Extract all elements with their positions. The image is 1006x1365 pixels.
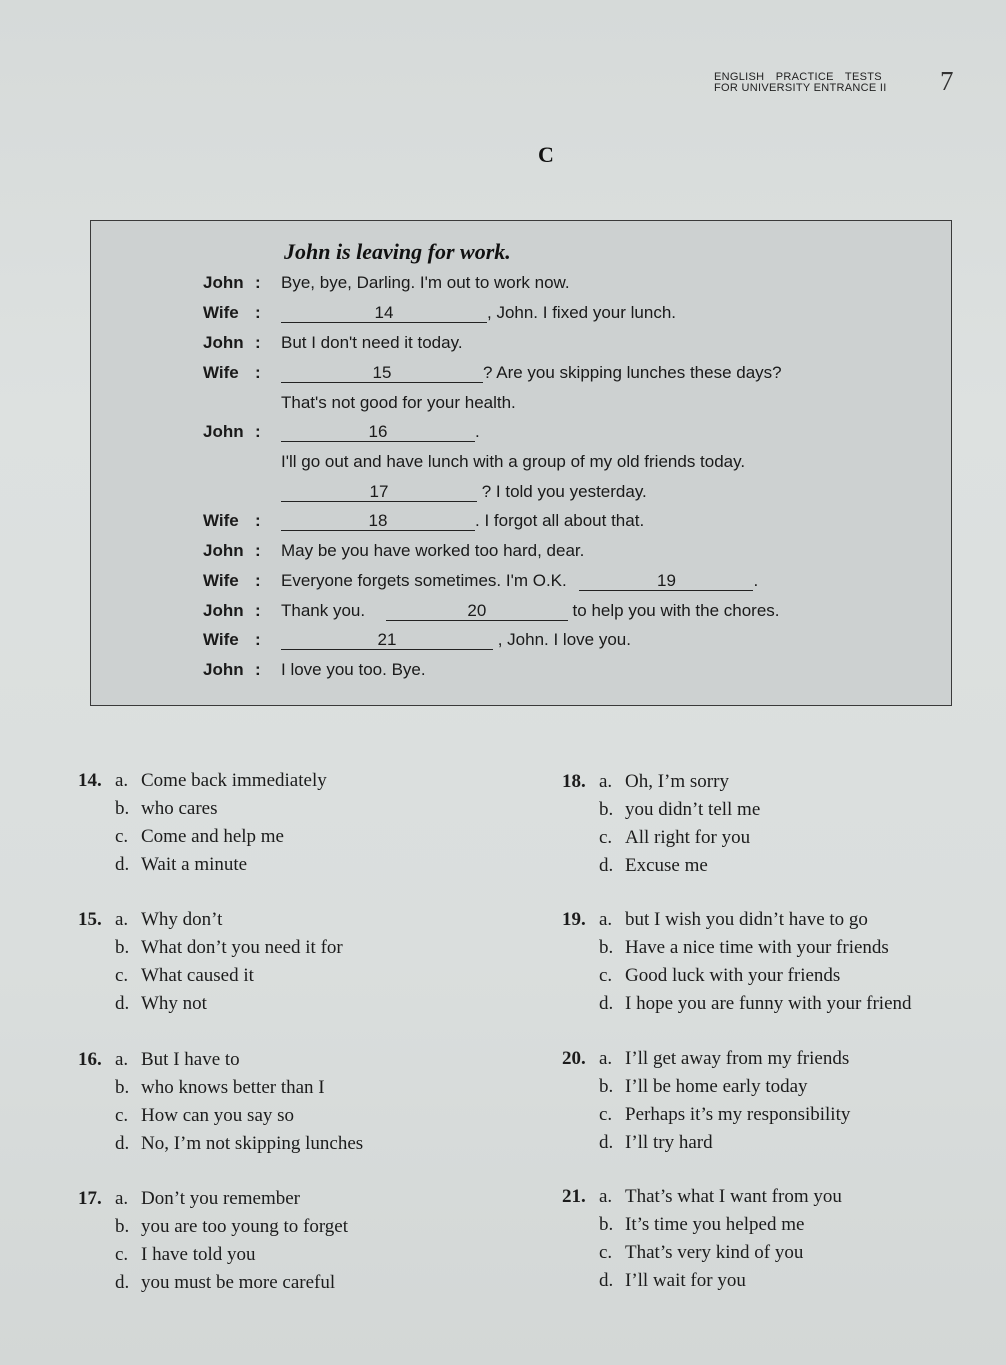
option-row[interactable] — [562, 906, 992, 934]
question-number: 16. — [78, 1049, 102, 1070]
option-letter: b. — [115, 1077, 130, 1098]
option-row[interactable] — [562, 1073, 992, 1101]
option-text: No, I’m not skipping lunches — [141, 1133, 364, 1154]
option-text: Good luck with your friends — [625, 965, 841, 986]
option-row[interactable] — [562, 1101, 992, 1129]
line-text: ? I told you yesterday. — [477, 482, 647, 501]
line-text: But I don't need it today. — [281, 333, 463, 352]
question-17 — [78, 1185, 508, 1297]
line-text: to help you with the chores. — [567, 601, 780, 620]
option-letter: b. — [599, 799, 614, 820]
question-number: 20. — [562, 1048, 586, 1069]
option-row[interactable] — [562, 990, 992, 1018]
option-text: I hope you are funny with your friend — [625, 993, 912, 1014]
question-20 — [562, 1045, 992, 1157]
colon: : — [255, 601, 261, 620]
option-letter: a. — [599, 909, 613, 930]
colon: : — [255, 660, 261, 679]
speaker-label: John — [203, 541, 244, 560]
option-letter: b. — [599, 1214, 614, 1235]
speaker-label: John — [203, 333, 244, 352]
option-text: That’s very kind of you — [625, 1242, 804, 1263]
option-text: Come back immediately — [141, 770, 327, 791]
option-row[interactable] — [78, 1269, 508, 1297]
section-heading: C — [538, 142, 554, 167]
answer-blank-14[interactable]: 14 — [281, 304, 487, 323]
answer-blank-16[interactable]: 16 — [281, 423, 475, 442]
option-row[interactable] — [562, 962, 992, 990]
option-row[interactable] — [78, 1074, 508, 1102]
colon: : — [255, 541, 261, 560]
question-number: 21. — [562, 1186, 586, 1207]
header-line-2: FOR UNIVERSITY ENTRANCE II — [714, 82, 887, 94]
speaker-label: Wife — [203, 303, 239, 322]
colon: : — [255, 511, 261, 530]
dialogue-box — [90, 220, 952, 706]
option-text: but I wish you didn’t have to go — [625, 909, 868, 930]
dialogue-line — [203, 303, 676, 323]
option-text: you must be more careful — [141, 1272, 336, 1293]
option-letter: c. — [115, 965, 129, 986]
option-row[interactable] — [562, 1211, 992, 1239]
dialogue-title: John is leaving for work. — [284, 239, 511, 264]
option-row[interactable] — [78, 767, 508, 795]
question-15 — [78, 906, 508, 1018]
option-text: you didn’t tell me — [625, 799, 761, 820]
line-text: . — [475, 422, 480, 441]
dialogue-line — [203, 482, 647, 502]
option-row[interactable] — [562, 796, 992, 824]
option-text: What caused it — [141, 965, 254, 986]
option-letter: b. — [599, 1076, 614, 1097]
option-letter: d. — [599, 855, 614, 876]
question-number: 17. — [78, 1188, 102, 1209]
question-16 — [78, 1046, 508, 1158]
question-14 — [78, 767, 508, 879]
answer-blank-17[interactable]: 17 — [281, 483, 477, 502]
line-text: . I forgot all about that. — [475, 511, 645, 530]
option-text: That’s what I want from you — [625, 1186, 842, 1207]
line-text: ? Are you skipping lunches these days? — [483, 363, 782, 382]
option-letter: c. — [115, 826, 129, 847]
dialogue-line — [203, 571, 758, 591]
option-text: I’ll be home early today — [625, 1076, 808, 1097]
answer-blank-19[interactable]: 19 — [579, 572, 753, 591]
option-text: Oh, I’m sorry — [625, 771, 729, 792]
answer-blank-15[interactable]: 15 — [281, 364, 483, 383]
option-row[interactable] — [78, 1046, 508, 1074]
option-letter: c. — [115, 1244, 129, 1265]
option-row[interactable] — [78, 1185, 508, 1213]
option-letter: a. — [115, 909, 129, 930]
answer-blank-20[interactable]: 20 — [386, 602, 568, 621]
option-text: It’s time you helped me — [625, 1214, 805, 1235]
line-text: Thank you. — [281, 601, 370, 620]
speaker-label: Wife — [203, 511, 239, 530]
option-text: I’ll get away from my friends — [625, 1048, 850, 1069]
option-row[interactable] — [562, 1129, 992, 1157]
line-text: Everyone forgets sometimes. I'm O.K. — [281, 571, 572, 590]
option-row[interactable] — [562, 1045, 992, 1073]
option-row[interactable] — [78, 795, 508, 823]
speaker-label: Wife — [203, 571, 239, 590]
colon: : — [255, 273, 261, 292]
option-text: But I have to — [141, 1049, 240, 1070]
option-row[interactable] — [78, 1213, 508, 1241]
option-letter: a. — [115, 1049, 129, 1070]
option-text: who cares — [141, 798, 218, 819]
line-text: . — [753, 571, 759, 590]
option-letter: d. — [115, 1272, 130, 1293]
line-text: , John. I fixed your lunch. — [487, 303, 676, 322]
line-text: That's not good for your health. — [281, 393, 516, 412]
colon: : — [255, 363, 261, 382]
option-text: you are too young to forget — [141, 1216, 349, 1237]
speaker-label: Wife — [203, 363, 239, 382]
option-row[interactable] — [78, 851, 508, 879]
dialogue-line — [203, 273, 570, 293]
option-letter: d. — [115, 993, 130, 1014]
option-letter: c. — [599, 1242, 613, 1263]
option-row[interactable] — [562, 824, 992, 852]
colon: : — [255, 333, 261, 352]
line-text: I love you too. Bye. — [281, 660, 426, 679]
question-number: 14. — [78, 770, 102, 791]
question-18 — [562, 768, 992, 880]
option-row[interactable] — [78, 962, 508, 990]
option-letter: a. — [599, 771, 613, 792]
line-text: , John. I love you. — [493, 630, 631, 649]
answer-blank-21[interactable]: 21 — [281, 631, 493, 650]
option-letter: d. — [599, 993, 614, 1014]
option-text: Why not — [141, 993, 207, 1014]
colon: : — [255, 571, 261, 590]
running-header — [714, 72, 887, 94]
speaker-label: John — [203, 422, 244, 441]
line-text: Bye, bye, Darling. I'm out to work now. — [281, 273, 570, 292]
line-text: May be you have worked too hard, dear. — [281, 541, 585, 560]
option-row[interactable] — [562, 934, 992, 962]
dialogue-line — [203, 363, 782, 383]
dialogue-line — [203, 511, 644, 531]
option-letter: a. — [599, 1048, 613, 1069]
option-row[interactable] — [562, 1267, 992, 1295]
dialogue-line — [203, 630, 631, 650]
option-letter: b. — [115, 1216, 130, 1237]
option-letter: a. — [115, 770, 129, 791]
option-text: I’ll try hard — [625, 1132, 713, 1153]
option-letter: a. — [599, 1186, 613, 1207]
option-text: Excuse me — [625, 855, 708, 876]
question-number: 19. — [562, 909, 586, 930]
option-row[interactable] — [78, 990, 508, 1018]
speaker-label: John — [203, 660, 244, 679]
option-text: who knows better than I — [141, 1077, 325, 1098]
colon: : — [255, 303, 261, 322]
option-row[interactable] — [562, 852, 992, 880]
option-letter: b. — [599, 937, 614, 958]
option-text: I have told you — [141, 1244, 256, 1265]
dialogue-line — [203, 660, 426, 680]
option-letter: d. — [115, 1133, 130, 1154]
option-row[interactable] — [78, 1102, 508, 1130]
question-19 — [562, 906, 992, 1018]
dialogue-line — [203, 393, 516, 413]
option-text: Come and help me — [141, 826, 284, 847]
option-letter: c. — [599, 827, 613, 848]
option-letter: b. — [115, 798, 130, 819]
option-letter: d. — [115, 854, 130, 875]
option-letter: d. — [599, 1132, 614, 1153]
colon: : — [255, 630, 261, 649]
dialogue-line — [203, 333, 463, 353]
question-21 — [562, 1183, 992, 1295]
option-row[interactable] — [78, 1130, 508, 1158]
option-text: Have a nice time with your friends — [625, 937, 889, 958]
line-text: I'll go out and have lunch with a group of my old friends today. — [281, 452, 746, 471]
answer-blank-18[interactable]: 18 — [281, 512, 475, 531]
option-letter: c. — [115, 1105, 129, 1126]
option-row[interactable] — [562, 1239, 992, 1267]
option-text: What don’t you need it for — [141, 937, 343, 958]
option-row[interactable] — [78, 1241, 508, 1269]
dialogue-line — [203, 452, 745, 472]
question-number: 18. — [562, 771, 586, 792]
option-letter: d. — [599, 1270, 614, 1291]
option-letter: c. — [599, 965, 613, 986]
dialogue-line — [203, 541, 584, 561]
option-row[interactable] — [78, 934, 508, 962]
option-row[interactable] — [78, 906, 508, 934]
option-letter: b. — [115, 937, 130, 958]
option-row[interactable] — [78, 823, 508, 851]
option-text: I’ll wait for you — [625, 1270, 746, 1291]
option-text: All right for you — [625, 827, 751, 848]
speaker-label: John — [203, 273, 244, 292]
option-letter: a. — [115, 1188, 129, 1209]
option-row[interactable] — [562, 1183, 992, 1211]
page-number: 7 — [940, 66, 954, 96]
option-text: Perhaps it’s my responsibility — [625, 1104, 851, 1125]
speaker-label: John — [203, 601, 244, 620]
dialogue-line — [203, 601, 780, 621]
option-text: Wait a minute — [141, 854, 248, 875]
option-text: Don’t you remember — [141, 1188, 300, 1209]
colon: : — [255, 422, 261, 441]
option-row[interactable] — [562, 768, 992, 796]
speaker-label: Wife — [203, 630, 239, 649]
option-text: How can you say so — [141, 1105, 295, 1126]
header-line-1: ENGLISH PRACTICE TESTS — [714, 71, 882, 83]
dialogue-line — [203, 422, 480, 442]
question-number: 15. — [78, 909, 102, 930]
option-letter: c. — [599, 1104, 613, 1125]
option-text: Why don’t — [141, 909, 223, 930]
